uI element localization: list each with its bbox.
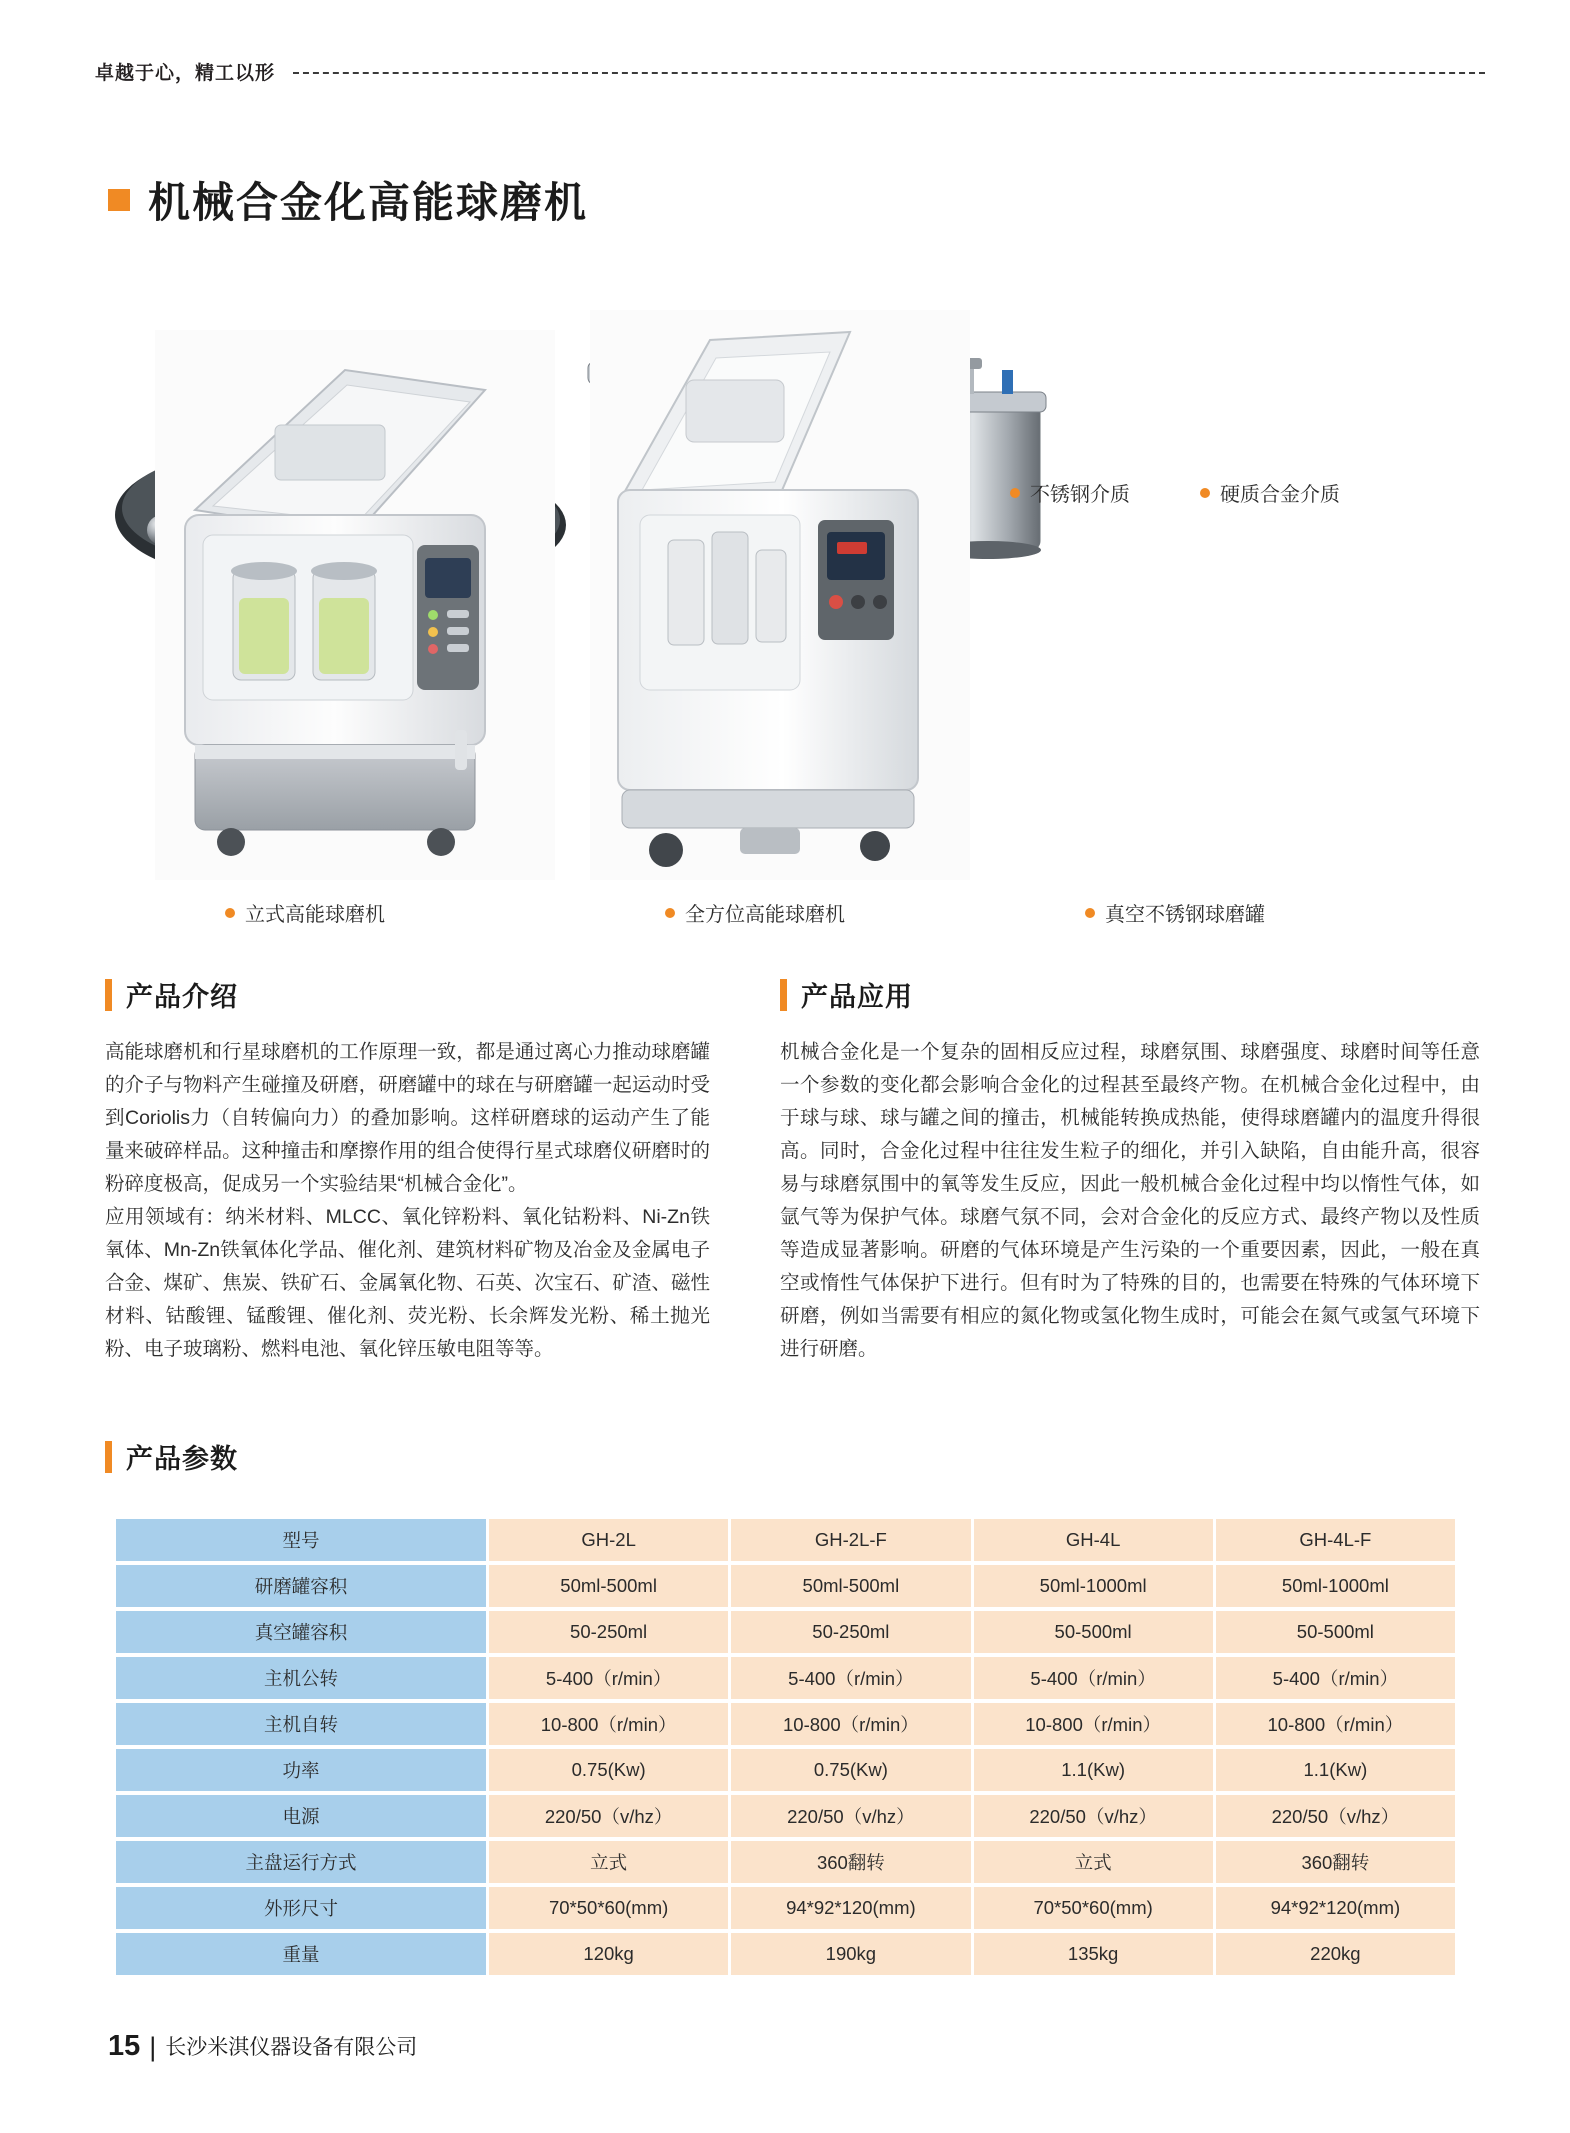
params-table-body — [116, 1519, 1455, 1975]
bullet-dot-icon — [665, 908, 675, 918]
company-name: 长沙米淇仪器设备有限公司 — [165, 2036, 418, 2059]
table-row — [116, 1933, 1455, 1975]
page-number: 15 — [108, 2030, 141, 2062]
caption-text: 立式高能球磨机 — [245, 904, 385, 926]
media-label-text: 不锈钢介质 — [1030, 484, 1130, 506]
table-row — [116, 1887, 1455, 1929]
row-value: 220/50（v/hz） — [731, 1795, 970, 1837]
row-value: 120kg — [489, 1933, 728, 1975]
row-value: 190kg — [731, 1933, 970, 1975]
media-label-text: 硬质合金介质 — [1220, 484, 1340, 506]
table-row — [116, 1749, 1455, 1791]
application-paragraph: 机械合金化是一个复杂的固相反应过程，球磨氛围、球磨强度、球磨时间等任意一个参数的变化都会影响合金化的过程甚至最终产物。在机械合金化过程中，由于球与球、球与罐之间的撞击，机械能转换成热能，使得球磨罐内的温度升得很高。同时，合金化过程中往往发生粒子的细化，并引入缺陷，自由能升高，很容易与球磨氛围中的氧等发生反应，因此一般机械合金化过程中均以惰性气体，如氩气等为保护气体。球磨气氛不同，会对合金化的反应方式、最终产物以及性质等造成显著影响。研磨的气体环境是产生污染的一个重要因素，因此，一般在真空或惰性气体保护下进行。但有时为了特殊的目的，也需要在特殊的气体环境下研磨，例如当需要有相应的氮化物或氢化物生成时，可能会在氮气或氢气环境下进行研磨。 — [780, 1041, 1480, 1360]
bullet-dot-icon — [1200, 488, 1210, 498]
page-title — [108, 170, 588, 230]
row-value: 5-400（r/min） — [1216, 1657, 1455, 1699]
row-value: 70*50*60(mm) — [974, 1887, 1213, 1929]
params-heading-text: 产品参数 — [126, 1444, 238, 1474]
intro-heading-text: 产品介绍 — [126, 982, 238, 1012]
bullet-dot-icon — [1010, 488, 1020, 498]
row-value: 50-250ml — [731, 1611, 970, 1653]
section-product-intro — [105, 975, 710, 1366]
row-label: 主盘运行方式 — [116, 1841, 486, 1883]
row-value: 360翻转 — [731, 1841, 970, 1883]
row-value: GH-4L-F — [1216, 1519, 1455, 1561]
table-row — [116, 1611, 1455, 1653]
caption-text: 真空不锈钢球磨罐 — [1105, 904, 1265, 926]
row-label: 功率 — [116, 1749, 486, 1791]
row-value: 1.1(Kw) — [974, 1749, 1213, 1791]
page-title-text: 机械合金化高能球磨机 — [148, 179, 589, 226]
caption-vacuum-jar — [1085, 898, 1265, 927]
product-photo-allround-mill — [590, 310, 970, 880]
row-value: 220/50（v/hz） — [1216, 1795, 1455, 1837]
page-footer — [108, 2030, 417, 2063]
intro-body — [105, 1036, 710, 1366]
row-value: 50-250ml — [489, 1611, 728, 1653]
row-value: 0.75(Kw) — [731, 1749, 970, 1791]
row-value: 立式 — [974, 1841, 1213, 1883]
row-value: 10-800（r/min） — [731, 1703, 970, 1745]
bullet-dot-icon — [1085, 908, 1095, 918]
row-value: 135kg — [974, 1933, 1213, 1975]
product-photo-vertical-mill — [155, 330, 555, 880]
row-label: 型号 — [116, 1519, 486, 1561]
row-value: 5-400（r/min） — [489, 1657, 728, 1699]
section-product-application — [780, 975, 1480, 1366]
intro-paragraph-1: 高能球磨机和行星球磨机的工作原理一致，都是通过离心力推动球磨罐的介子与物料产生碰撞及研磨，研磨罐中的球在与研磨罐一起运动时受到Coriolis力（自转偏向力）的叠加影响。这样研磨球的运动产生了能量来破碎样品。这种撞击和摩擦作用的组合使得行星式球磨仪研磨时的粉碎度极高，促成另一个实验结果“机械合金化”。 — [105, 1041, 710, 1195]
row-value: 220kg — [1216, 1933, 1455, 1975]
row-value: 70*50*60(mm) — [489, 1887, 728, 1929]
row-label: 重量 — [116, 1933, 486, 1975]
bullet-dot-icon — [225, 908, 235, 918]
row-value: GH-4L — [974, 1519, 1213, 1561]
media-label-carbide — [1200, 478, 1340, 507]
row-value: 220/50（v/hz） — [974, 1795, 1213, 1837]
row-value: 94*92*120(mm) — [731, 1887, 970, 1929]
table-row — [116, 1795, 1455, 1837]
row-value: 1.1(Kw) — [1216, 1749, 1455, 1791]
intro-paragraph-2: 应用领域有：纳米材料、MLCC、氧化锌粉料、氧化钴粉料、Ni-Zn铁氧体、Mn-Zn铁氧体化学品、催化剂、建筑材料矿物及冶金及金属电子合金、煤矿、焦炭、铁矿石、金属氧化物、石英、次宝石、矿渣、磁性材料、钴酸锂、锰酸锂、催化剂、荧光粉、长余辉发光粉、稀土抛光粉、电子玻璃粉、燃料电池、氧化锌压敏电阻等等。 — [105, 1206, 710, 1360]
application-heading-text: 产品应用 — [801, 982, 913, 1012]
table-row — [116, 1519, 1455, 1561]
row-value: 5-400（r/min） — [731, 1657, 970, 1699]
product-gallery — [100, 300, 1480, 950]
row-value: 360翻转 — [1216, 1841, 1455, 1883]
row-value: 50ml-1000ml — [974, 1565, 1213, 1607]
row-label: 主机公转 — [116, 1657, 486, 1699]
params-table — [113, 1515, 1458, 1979]
caption-allround-mill — [665, 898, 845, 927]
params-heading — [105, 1437, 238, 1476]
row-value: 50ml-1000ml — [1216, 1565, 1455, 1607]
table-row — [116, 1565, 1455, 1607]
table-row — [116, 1841, 1455, 1883]
section-bar-icon — [780, 979, 787, 1011]
row-label: 研磨罐容积 — [116, 1565, 486, 1607]
row-label: 主机自转 — [116, 1703, 486, 1745]
row-label: 外形尺寸 — [116, 1887, 486, 1929]
row-value: 50-500ml — [1216, 1611, 1455, 1653]
row-label: 真空罐容积 — [116, 1611, 486, 1653]
application-heading — [780, 975, 1480, 1014]
table-row — [116, 1703, 1455, 1745]
row-value: 50-500ml — [974, 1611, 1213, 1653]
row-value: GH-2L-F — [731, 1519, 970, 1561]
header-slogan: 卓越于心，精工以形 — [95, 62, 276, 84]
media-label-stainless — [1010, 478, 1130, 507]
row-value: 94*92*120(mm) — [1216, 1887, 1455, 1929]
footer-separator: | — [149, 2032, 157, 2062]
caption-text: 全方位高能球磨机 — [685, 904, 845, 926]
row-value: 10-800（r/min） — [489, 1703, 728, 1745]
caption-vertical-mill — [225, 898, 385, 927]
section-bar-icon — [105, 979, 112, 1011]
row-value: 50ml-500ml — [489, 1565, 728, 1607]
row-label: 电源 — [116, 1795, 486, 1837]
title-bullet-icon — [108, 189, 130, 211]
table-row — [116, 1657, 1455, 1699]
header-divider — [293, 72, 1485, 74]
row-value: 0.75(Kw) — [489, 1749, 728, 1791]
row-value: 立式 — [489, 1841, 728, 1883]
row-value: 10-800（r/min） — [974, 1703, 1213, 1745]
row-value: 10-800（r/min） — [1216, 1703, 1455, 1745]
row-value: 220/50（v/hz） — [489, 1795, 728, 1837]
page-header — [95, 56, 1485, 86]
section-bar-icon — [105, 1441, 112, 1473]
application-body — [780, 1036, 1480, 1366]
intro-heading — [105, 975, 710, 1014]
row-value: 5-400（r/min） — [974, 1657, 1213, 1699]
row-value: GH-2L — [489, 1519, 728, 1561]
row-value: 50ml-500ml — [731, 1565, 970, 1607]
